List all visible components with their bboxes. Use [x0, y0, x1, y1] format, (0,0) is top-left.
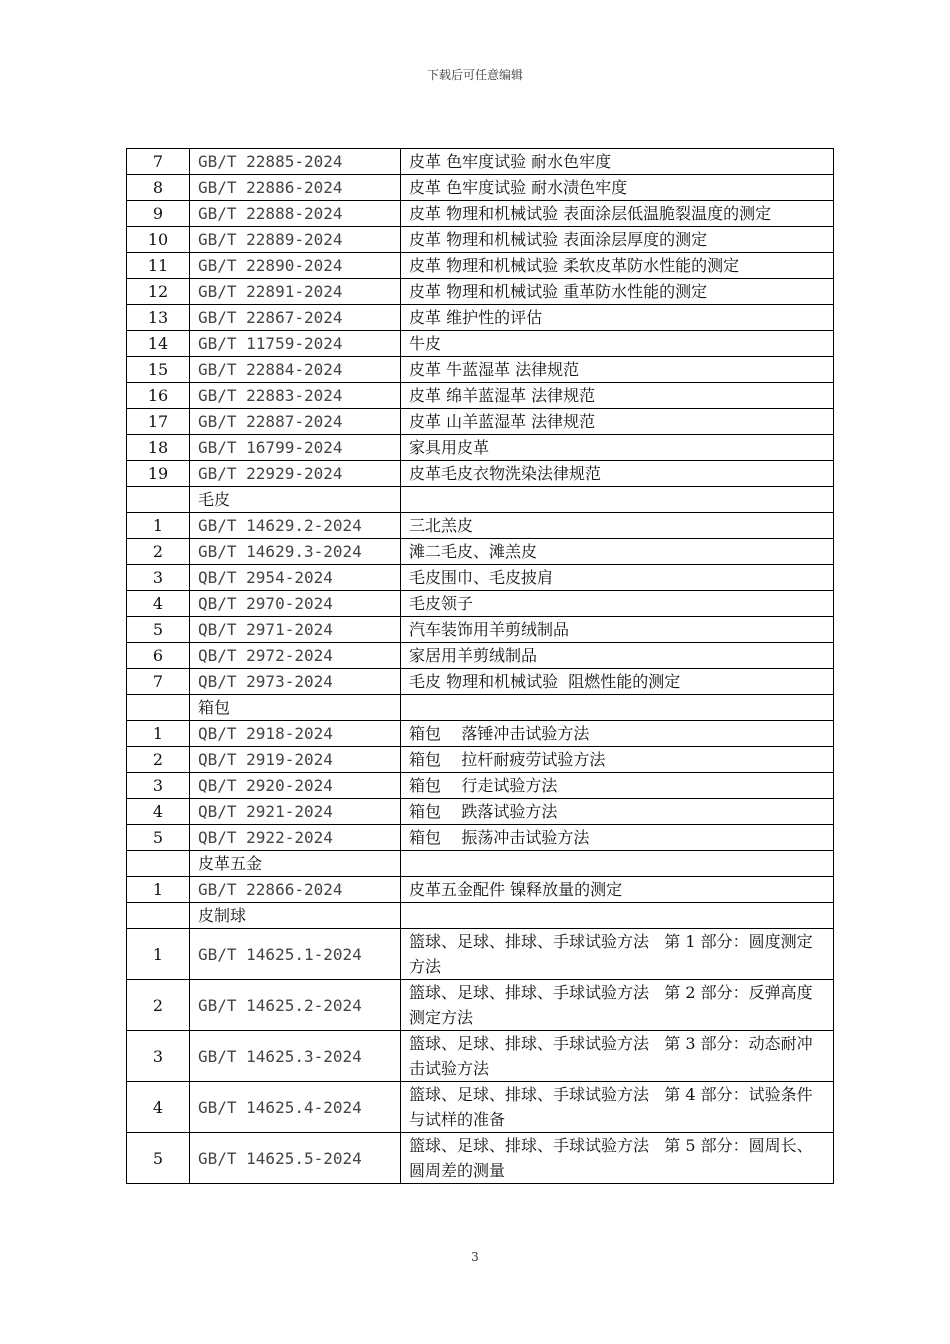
section-row [127, 487, 834, 513]
standard-code: GB/T 22866-2024 [190, 877, 401, 903]
row-number: 3 [127, 773, 190, 799]
standard-name: 篮球、足球、排球、手球试验方法 第 5 部分：圆周长、圆周差的测量 [401, 1133, 834, 1184]
standard-code: GB/T 14625.5-2024 [190, 1133, 401, 1184]
row-number: 16 [127, 383, 190, 409]
standard-code: GB/T 22883-2024 [190, 383, 401, 409]
table-row [127, 331, 834, 357]
standard-name: 三北羔皮 [401, 513, 834, 539]
standard-name: 家具用皮革 [401, 435, 834, 461]
table-row [127, 799, 834, 825]
standard-name: 家居用羊剪绒制品 [401, 643, 834, 669]
standard-name: 皮革 色牢度试验 耐水渍色牢度 [401, 175, 834, 201]
table-row [127, 1133, 834, 1184]
section-num-cell [127, 695, 190, 721]
section-row [127, 851, 834, 877]
row-number: 7 [127, 149, 190, 175]
standard-name: 皮革 牛蓝湿革 法律规范 [401, 357, 834, 383]
standard-name: 皮革 绵羊蓝湿革 法律规范 [401, 383, 834, 409]
row-number: 1 [127, 877, 190, 903]
row-number: 10 [127, 227, 190, 253]
table-row [127, 591, 834, 617]
standard-code: GB/T 14625.3-2024 [190, 1031, 401, 1082]
standard-name: 皮革 物理和机械试验 柔软皮革防水性能的测定 [401, 253, 834, 279]
standard-name: 毛皮围巾、毛皮披肩 [401, 565, 834, 591]
row-number: 12 [127, 279, 190, 305]
standard-name: 皮革 物理和机械试验 表面涂层低温脆裂温度的测定 [401, 201, 834, 227]
standard-code: GB/T 22884-2024 [190, 357, 401, 383]
standard-code: GB/T 14629.2-2024 [190, 513, 401, 539]
standard-name: 篮球、足球、排球、手球试验方法 第 2 部分：反弹高度测定方法 [401, 980, 834, 1031]
standard-code: GB/T 16799-2024 [190, 435, 401, 461]
table-row [127, 877, 834, 903]
row-number: 7 [127, 669, 190, 695]
table-row [127, 643, 834, 669]
section-empty-cell [401, 695, 834, 721]
row-number: 17 [127, 409, 190, 435]
table-row [127, 617, 834, 643]
table-row [127, 1082, 834, 1133]
row-number: 2 [127, 980, 190, 1031]
table-row [127, 305, 834, 331]
standard-code: QB/T 2920-2024 [190, 773, 401, 799]
standard-code: QB/T 2972-2024 [190, 643, 401, 669]
standard-name: 毛皮 物理和机械试验 阻燃性能的测定 [401, 669, 834, 695]
table-row [127, 539, 834, 565]
section-num-cell [127, 903, 190, 929]
section-empty-cell [401, 487, 834, 513]
row-number: 13 [127, 305, 190, 331]
table-row [127, 409, 834, 435]
standard-name: 箱包 跌落试验方法 [401, 799, 834, 825]
table-row [127, 565, 834, 591]
standard-code: QB/T 2919-2024 [190, 747, 401, 773]
standards-table-body [127, 149, 834, 1184]
standard-name: 毛皮领子 [401, 591, 834, 617]
standard-name: 箱包 行走试验方法 [401, 773, 834, 799]
row-number: 2 [127, 747, 190, 773]
page-header: 下载后可任意编辑 [426, 68, 523, 82]
standard-code: GB/T 22889-2024 [190, 227, 401, 253]
row-number: 1 [127, 929, 190, 980]
standards-table [126, 148, 834, 1184]
standard-code: GB/T 22890-2024 [190, 253, 401, 279]
standard-name: 篮球、足球、排球、手球试验方法 第 4 部分：试验条件与试样的准备 [401, 1082, 834, 1133]
section-row [127, 903, 834, 929]
standard-code: GB/T 22886-2024 [190, 175, 401, 201]
standard-name: 箱包 落锤冲击试验方法 [401, 721, 834, 747]
section-row [127, 695, 834, 721]
table-row [127, 773, 834, 799]
row-number: 18 [127, 435, 190, 461]
standard-code: GB/T 22867-2024 [190, 305, 401, 331]
table-row [127, 357, 834, 383]
table-row [127, 721, 834, 747]
table-row [127, 1031, 834, 1082]
section-num-cell [127, 487, 190, 513]
standard-code: GB/T 14625.1-2024 [190, 929, 401, 980]
standard-name: 牛皮 [401, 331, 834, 357]
standard-name: 皮革 物理和机械试验 重革防水性能的测定 [401, 279, 834, 305]
standard-code: QB/T 2970-2024 [190, 591, 401, 617]
standard-name: 皮革五金配件 镍释放量的测定 [401, 877, 834, 903]
table-row [127, 201, 834, 227]
standard-code: QB/T 2954-2024 [190, 565, 401, 591]
section-empty-cell [401, 851, 834, 877]
table-row [127, 149, 834, 175]
standard-code: GB/T 14625.2-2024 [190, 980, 401, 1031]
standard-name: 汽车装饰用羊剪绒制品 [401, 617, 834, 643]
standard-name: 皮革 色牢度试验 耐水色牢度 [401, 149, 834, 175]
standard-code: GB/T 11759-2024 [190, 331, 401, 357]
standard-name: 篮球、足球、排球、手球试验方法 第 3 部分：动态耐冲击试验方法 [401, 1031, 834, 1082]
standard-name: 皮革 维护性的评估 [401, 305, 834, 331]
standard-code: GB/T 14625.4-2024 [190, 1082, 401, 1133]
standard-code: GB/T 22888-2024 [190, 201, 401, 227]
row-number: 1 [127, 513, 190, 539]
section-title: 皮制球 [190, 903, 401, 929]
standard-code: GB/T 22891-2024 [190, 279, 401, 305]
table-row [127, 383, 834, 409]
row-number: 6 [127, 643, 190, 669]
table-row [127, 980, 834, 1031]
row-number: 5 [127, 617, 190, 643]
table-row [127, 929, 834, 980]
standard-code: QB/T 2971-2024 [190, 617, 401, 643]
table-row [127, 747, 834, 773]
row-number: 19 [127, 461, 190, 487]
standard-code: GB/T 22885-2024 [190, 149, 401, 175]
row-number: 2 [127, 539, 190, 565]
row-number: 4 [127, 591, 190, 617]
section-empty-cell [401, 903, 834, 929]
standard-name: 篮球、足球、排球、手球试验方法 第 1 部分：圆度测定方法 [401, 929, 834, 980]
table-row [127, 175, 834, 201]
standard-code: QB/T 2922-2024 [190, 825, 401, 851]
row-number: 15 [127, 357, 190, 383]
table-row [127, 279, 834, 305]
table-row [127, 513, 834, 539]
section-title: 箱包 [190, 695, 401, 721]
section-num-cell [127, 851, 190, 877]
standard-code: GB/T 14629.3-2024 [190, 539, 401, 565]
row-number: 4 [127, 799, 190, 825]
row-number: 3 [127, 1031, 190, 1082]
standard-code: QB/T 2921-2024 [190, 799, 401, 825]
standard-name: 皮革 物理和机械试验 表面涂层厚度的测定 [401, 227, 834, 253]
row-number: 5 [127, 1133, 190, 1184]
standard-code: GB/T 22887-2024 [190, 409, 401, 435]
standard-name: 皮革毛皮衣物洗染法律规范 [401, 461, 834, 487]
table-row [127, 669, 834, 695]
standard-name: 滩二毛皮、滩羔皮 [401, 539, 834, 565]
row-number: 4 [127, 1082, 190, 1133]
row-number: 14 [127, 331, 190, 357]
section-title: 毛皮 [190, 487, 401, 513]
table-row [127, 461, 834, 487]
page-number: 3 [471, 1250, 479, 1264]
standard-name: 箱包 拉杆耐疲劳试验方法 [401, 747, 834, 773]
standard-code: QB/T 2918-2024 [190, 721, 401, 747]
standard-name: 箱包 振荡冲击试验方法 [401, 825, 834, 851]
row-number: 5 [127, 825, 190, 851]
row-number: 1 [127, 721, 190, 747]
standard-code: QB/T 2973-2024 [190, 669, 401, 695]
row-number: 8 [127, 175, 190, 201]
row-number: 3 [127, 565, 190, 591]
table-row [127, 825, 834, 851]
standard-code: GB/T 22929-2024 [190, 461, 401, 487]
standard-name: 皮革 山羊蓝湿革 法律规范 [401, 409, 834, 435]
table-row [127, 227, 834, 253]
table-row [127, 253, 834, 279]
row-number: 11 [127, 253, 190, 279]
row-number: 9 [127, 201, 190, 227]
table-row [127, 435, 834, 461]
section-title: 皮革五金 [190, 851, 401, 877]
